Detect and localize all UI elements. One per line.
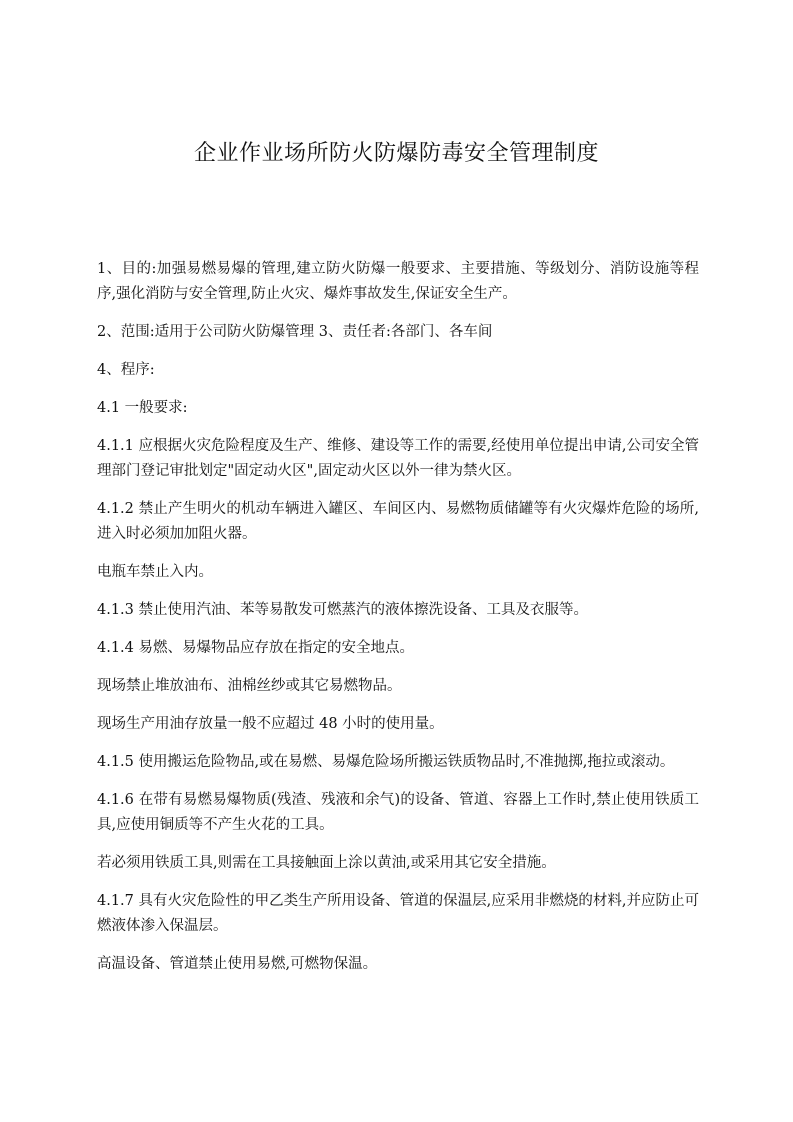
document-title: 企业作业场所防火防爆防毒安全管理制度 xyxy=(193,141,599,166)
paragraph-high-temp: 高温设备、管道禁止使用易燃,可燃物保温。 xyxy=(97,956,378,972)
paragraph-procedure-heading: 4、程序: xyxy=(97,362,155,378)
paragraph-purpose: 1、目的:加强易燃易爆的管理,建立防火防爆一般要求、主要措施、等级划分、消防设施等程序,强化消防与安全管理,防止火灾、爆炸事故发生,保证安全生产。 xyxy=(97,261,699,302)
paragraph-no-stacking: 现场禁止堆放油布、油棉丝纱或其它易燃物品。 xyxy=(97,678,402,694)
paragraph-4-1-5: 4.1.5 使用搬运危险物品,或在易燃、易爆危险场所搬运铁质物品时,不准抛掷,拖拉或滚动。 xyxy=(97,754,675,770)
paragraph-general-requirements: 4.1 一般要求: xyxy=(97,400,188,416)
paragraph-4-1-6: 4.1.6 在带有易燃易爆物质(残渣、残液和余气)的设备、管道、容器上工作时,禁止使用铁质工具,应使用铜质等不产生火花的工具。 xyxy=(97,792,699,833)
paragraph-4-1-4: 4.1.4 易燃、易爆物品应存放在指定的安全地点。 xyxy=(97,640,415,656)
paragraph-oil-storage: 现场生产用油存放量一般不应超过 48 小时的使用量。 xyxy=(97,716,444,732)
paragraph-4-1-2: 4.1.2 禁止产生明火的机动车辆进入罐区、车间区内、易燃物质储罐等有火灾爆炸危险的场所,进入时必须加加阻火器。 xyxy=(97,501,699,542)
paragraph-4-1-3: 4.1.3 禁止使用汽油、苯等易散发可燃蒸汽的液体擦洗设备、工具及衣服等。 xyxy=(97,602,589,618)
paragraph-iron-tools: 若必须用铁质工具,则需在工具接触面上涂以黄油,或采用其它安全措施。 xyxy=(97,855,556,871)
paragraph-scope: 2、范围:适用于公司防火防爆管理 3、责任者:各部门、各车间 xyxy=(97,324,493,340)
paragraph-4-1-1: 4.1.1 应根据火灾危险程度及生产、维修、建设等工作的需要,经使用单位提出申请,公司安全管理部门登记审批划定"固定动火区",固定动火区以外一律为禁火区。 xyxy=(97,438,699,479)
paragraph-4-1-7: 4.1.7 具有火灾危险性的甲乙类生产所用设备、管道的保温层,应采用非燃烧的材料,并应防止可燃液体渗入保温层。 xyxy=(97,893,699,934)
document-body xyxy=(97,257,699,990)
paragraph-battery-car: 电瓶车禁止入内。 xyxy=(97,564,213,580)
